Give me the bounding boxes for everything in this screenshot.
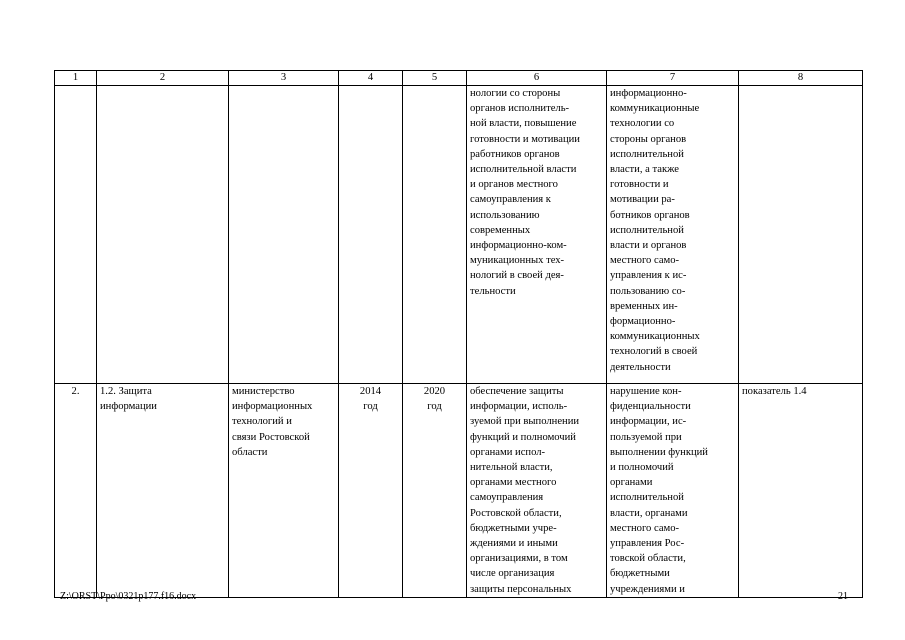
cell-number bbox=[55, 86, 97, 384]
page-number: 21 bbox=[838, 591, 848, 602]
cell-executor bbox=[229, 86, 339, 384]
cell-end-year: 2020 год bbox=[403, 384, 467, 598]
cell-consequences: информационно- коммуникационные технологии со стороны органов исполнительной власти, а также готовности и мотивации ра- ботников органов исполнительной власти и органов местного само- управления к ис- пользованию со- временных ин- формационно- коммуникационных технологий в своей деятельности bbox=[607, 86, 739, 384]
cell-start-year: 2014 год bbox=[339, 384, 403, 598]
table-header-row bbox=[55, 71, 863, 86]
cell-event-name: 1.2. Защита информации bbox=[97, 384, 229, 598]
cell-number: 2. bbox=[55, 384, 97, 598]
cell-executor: министерство информационных технологий и связи Ростовской области bbox=[229, 384, 339, 598]
table-row bbox=[55, 86, 863, 384]
column-number-1: 1 bbox=[55, 71, 97, 86]
cell-start-year bbox=[339, 86, 403, 384]
footer-file-path: Z:\ORST\Ppo\0321p177.f16.docx bbox=[60, 591, 197, 602]
table-row bbox=[55, 384, 863, 598]
column-number-3: 3 bbox=[229, 71, 339, 86]
document-table bbox=[54, 70, 863, 598]
cell-indicator: показатель 1.4 bbox=[739, 384, 863, 598]
column-number-7: 7 bbox=[607, 71, 739, 86]
column-number-8: 8 bbox=[739, 71, 863, 86]
column-number-6: 6 bbox=[467, 71, 607, 86]
cell-event-name bbox=[97, 86, 229, 384]
cell-indicator bbox=[739, 86, 863, 384]
column-number-5: 5 bbox=[403, 71, 467, 86]
column-number-2: 2 bbox=[97, 71, 229, 86]
column-number-4: 4 bbox=[339, 71, 403, 86]
cell-end-year bbox=[403, 86, 467, 384]
cell-consequences: нарушение кон- фиденциальности информации, ис- пользуемой при выполнении функций и полномочий органами исполнительной власти, органами местного само- управления Рос- товской области, бюджетными учреждениями и bbox=[607, 384, 739, 598]
cell-expected-result: обеспечение защиты информации, исполь- зуемой при выполнении функций и полномочий органами испол- нительной власти, органами местного самоуправления Ростовской области, бюджетными учре- ждениями и иными организациями, в том числе организация защиты персональных bbox=[467, 384, 607, 598]
cell-expected-result: нологии со стороны органов исполнитель- ной власти, повышение готовности и мотивации работников органов исполнительной власти и органов местного самоуправления к использованию современных информационно-ком- муникационных тех- нологий в своей дея- тельности bbox=[467, 86, 607, 384]
